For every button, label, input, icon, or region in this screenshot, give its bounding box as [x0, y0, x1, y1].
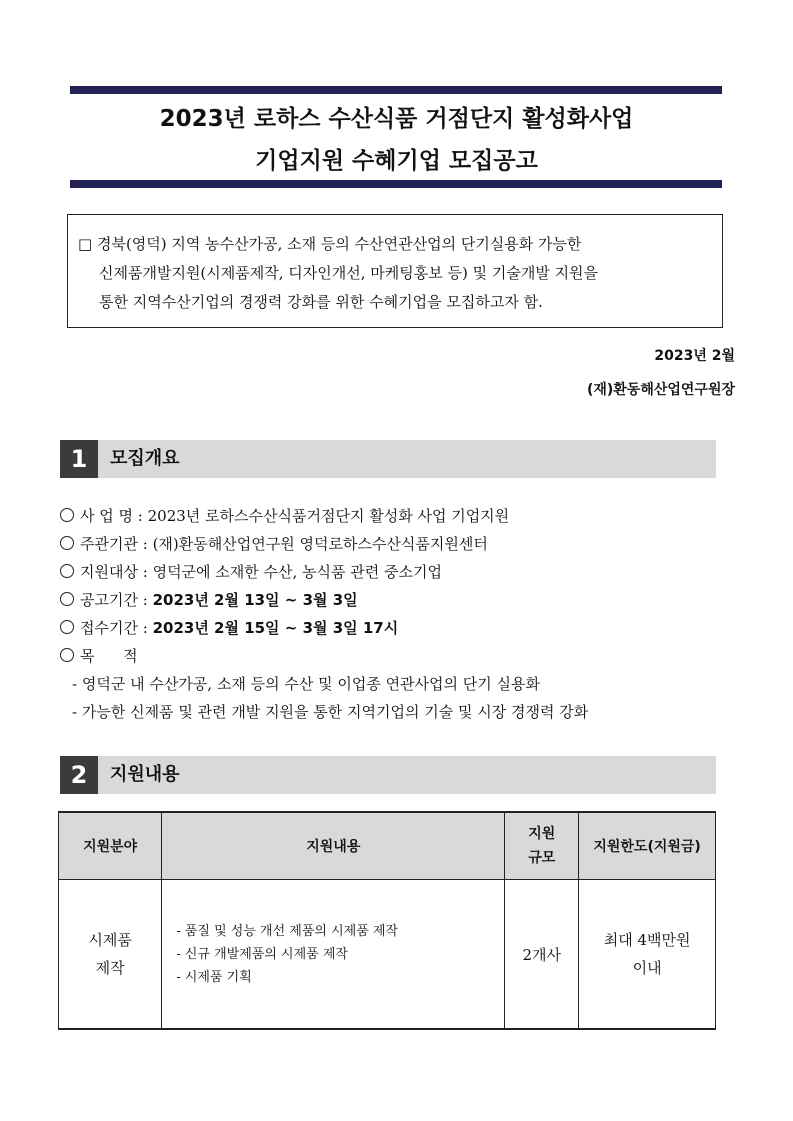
overview-value: 2023년 2월 15일 ~ 3월 3일 17시 [152, 619, 399, 637]
section1-number: 1 [60, 440, 98, 478]
title-bottom-rule [70, 180, 722, 188]
table-header-row [59, 812, 716, 880]
overview-label: 접수기간 : [80, 619, 148, 637]
announcement-date: 2023년 2월 [654, 348, 735, 364]
circle-bullet-icon [60, 620, 74, 634]
title-top-rule [70, 86, 722, 94]
overview-item [60, 589, 358, 610]
overview-label: 공고기간 : [80, 591, 148, 609]
overview-label: 사 업 명 : [80, 507, 143, 525]
detail-item: - 품질 및 성능 개선 제품의 시제품 제작 [176, 923, 399, 939]
circle-bullet-icon [60, 592, 74, 606]
table-row [59, 880, 716, 1030]
overview-item [60, 533, 488, 554]
overview-item [60, 617, 398, 638]
purpose-line: - 영덕군 내 수산가공, 소재 등의 수산 및 이업종 연관사업의 단기 실용화 [72, 675, 541, 693]
overview-item [60, 645, 138, 666]
circle-bullet-icon [60, 508, 74, 522]
col-header: 지원내용 [162, 812, 505, 880]
col-header: 지원 규모 [505, 812, 579, 880]
detail-item: - 신규 개발제품의 시제품 제작 [176, 946, 348, 962]
intro-line3: 통한 지역수산기업의 경쟁력 강화를 위한 수혜기업을 모집하고자 함. [99, 293, 543, 311]
section2-title: 지원내용 [110, 764, 180, 785]
overview-label: 주관기관 : [80, 535, 148, 553]
overview-value: 영덕군에 소재한 수산, 농식품 관련 중소기업 [152, 563, 443, 581]
support-scale: 2개사 [505, 880, 579, 1030]
circle-bullet-icon [60, 536, 74, 550]
overview-value: (재)환동해산업연구원 영덕로하스수산식품지원센터 [152, 535, 488, 553]
overview-value: 2023년 로하스수산식품거점단지 활성화 사업 기업지원 [147, 507, 510, 525]
issuer: (재)환동해산업연구원장 [586, 382, 735, 398]
overview-value: 2023년 2월 13일 ~ 3월 3일 [152, 591, 358, 609]
support-field: 시제품 제작 [59, 880, 162, 1030]
overview-item [60, 505, 509, 526]
overview-item [60, 561, 442, 582]
intro-box [67, 214, 723, 328]
col-header: 지원분야 [59, 812, 162, 880]
circle-bullet-icon [60, 648, 74, 662]
support-details [162, 880, 505, 1030]
page-title-line2: 기업지원 수혜기업 모집공고 [255, 148, 538, 174]
section2-header [60, 756, 716, 794]
detail-item: - 시제품 기획 [176, 969, 252, 985]
section1-title: 모집개요 [110, 448, 180, 469]
col-header: 지원한도(지원금) [579, 812, 716, 880]
support-limit: 최대 4백만원 이내 [579, 880, 716, 1030]
overview-label: 목 적 [80, 647, 138, 665]
page-title-line1: 2023년 로하스 수산식품 거점단지 활성화사업 [159, 106, 634, 132]
section1-header [60, 440, 716, 478]
section2-number: 2 [60, 756, 98, 794]
intro-bullet: □ [78, 235, 93, 253]
purpose-line: - 가능한 신제품 및 관련 개발 지원을 통한 지역기업의 기술 및 시장 경쟁력 강화 [72, 703, 589, 721]
overview-label: 지원대상 : [80, 563, 148, 581]
support-table [58, 811, 716, 1030]
circle-bullet-icon [60, 564, 74, 578]
intro-line1: 경북(영덕) 지역 농수산가공, 소재 등의 수산연관산업의 단기실용화 가능한 [96, 235, 582, 253]
intro-line2: 신제품개발지원(시제품제작, 디자인개선, 마케팅홍보 등) 및 기술개발 지원을 [99, 264, 599, 282]
